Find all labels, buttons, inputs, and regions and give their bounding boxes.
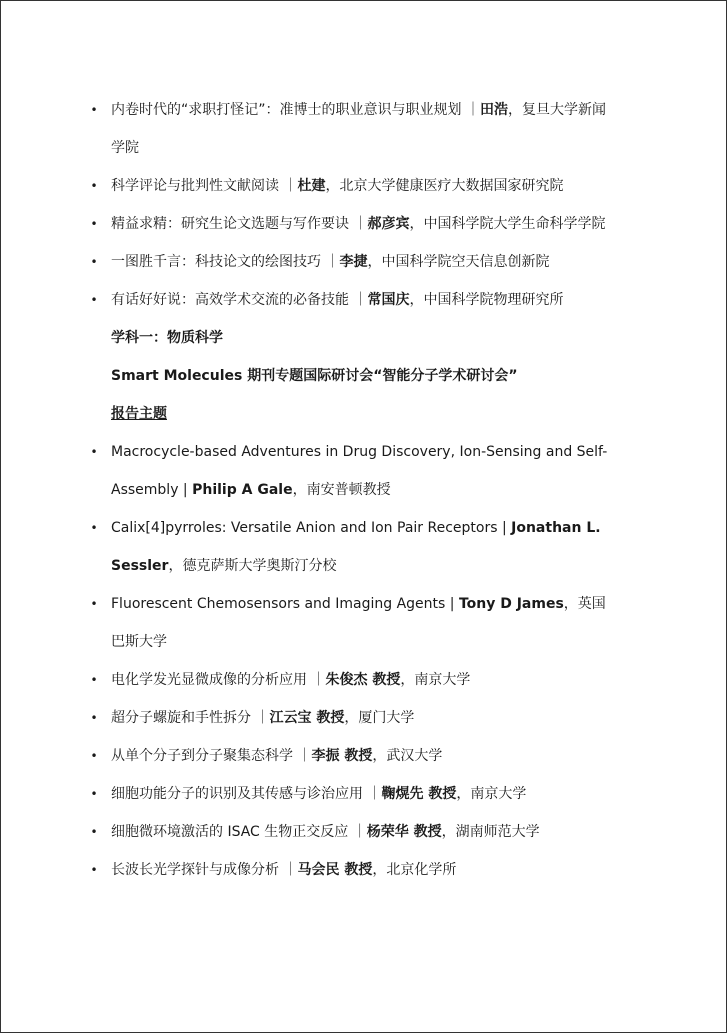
list-item (89, 243, 619, 281)
speaker-name: Jonathan L. Sessler (111, 520, 601, 574)
topic-heading (89, 395, 619, 433)
bullet-icon: • (90, 825, 98, 839)
topic-heading-text: 报告主题 (111, 406, 167, 422)
bullet-icon: • (90, 863, 98, 877)
speaker-affiliation: ，厦门大学 (344, 710, 415, 726)
item-title: 长波长光学探针与成像分析 ｜ (111, 862, 298, 878)
list-item (89, 775, 619, 813)
bullet-icon: • (90, 217, 98, 231)
bullet-icon: • (90, 711, 98, 725)
list-item (89, 281, 619, 319)
speaker-name: 李振 教授 (311, 748, 373, 764)
item-title: 精益求精：研究生论文选题与写作要诀 ｜ (111, 216, 368, 232)
list-item (89, 91, 619, 167)
item-title: 一图胜千言：科技论文的绘图技巧 ｜ (111, 254, 340, 270)
item-title: 电化学发光显微成像的分析应用 ｜ (111, 672, 326, 688)
speaker-name: 杜建 (297, 178, 326, 194)
speaker-affiliation: ，北京化学所 (372, 862, 457, 878)
training-list (89, 91, 619, 319)
item-title: 科学评论与批判性文献阅读 ｜ (111, 178, 298, 194)
speaker-affiliation: ，中国科学院物理研究所 (409, 292, 564, 308)
list-item (89, 509, 619, 585)
speaker-affiliation: ，南安普顿教授 (292, 482, 391, 498)
list-item (89, 699, 619, 737)
speaker-affiliation: ，中国科学院空天信息创新院 (367, 254, 550, 270)
list-item (89, 433, 619, 509)
bullet-icon: • (90, 445, 98, 459)
section-title: 学科一：物质科学 (111, 330, 223, 346)
speaker-affiliation: ，湖南师范大学 (441, 824, 540, 840)
speaker-name: 田浩 (479, 102, 508, 118)
bullet-icon: • (90, 673, 98, 687)
speaker-name: Philip A Gale (192, 482, 293, 498)
speaker-name: Tony D James (458, 596, 564, 612)
item-title: 有话好好说：高效学术交流的必备技能 ｜ (111, 292, 368, 308)
speaker-name: 江云宝 教授 (269, 710, 345, 726)
speaker-name: 鞠熀先 教授 (381, 786, 457, 802)
speaker-affiliation: ，德克萨斯大学奥斯汀分校 (168, 558, 337, 574)
speaker-affiliation: ，中国科学院大学生命科学学院 (409, 216, 606, 232)
list-item (89, 585, 619, 661)
speaker-name: 朱俊杰 教授 (325, 672, 401, 688)
bullet-icon: • (90, 749, 98, 763)
speaker-name: 郝彦宾 (367, 216, 410, 232)
list-item (89, 813, 619, 851)
item-title: Calix[4]pyrroles: Versatile Anion and Ion Pair Receptors | (111, 520, 512, 536)
speaker-affiliation: ，武汉大学 (372, 748, 443, 764)
bullet-icon: • (90, 787, 98, 801)
speaker-name: 杨荣华 教授 (366, 824, 442, 840)
report-topic-list (89, 433, 619, 889)
subsection-title: Smart Molecules 期刊专题国际研讨会“智能分子学术研讨会” (111, 368, 518, 384)
item-title: 细胞功能分子的识别及其传感与诊治应用 ｜ (111, 786, 382, 802)
item-title: 细胞微环境激活的 ISAC 生物正交反应 ｜ (111, 824, 367, 840)
list-item (89, 205, 619, 243)
list-item (89, 661, 619, 699)
speaker-name: 马会民 教授 (297, 862, 373, 878)
speaker-affiliation: ，北京大学健康医疗大数据国家研究院 (325, 178, 564, 194)
speaker-name: 常国庆 (367, 292, 410, 308)
item-title: Macrocycle-based Adventures in Drug Discovery, Ion-Sensing and Self-Assembly | (111, 444, 608, 498)
speaker-affiliation: ，南京大学 (456, 786, 527, 802)
speaker-affiliation: ，复旦大学新闻学院 (111, 102, 606, 156)
bullet-icon: • (90, 521, 98, 535)
speaker-affiliation: ，南京大学 (400, 672, 471, 688)
bullet-icon: • (90, 103, 98, 117)
item-title: 超分子螺旋和手性拆分 ｜ (111, 710, 270, 726)
speaker-affiliation: ，英国巴斯大学 (111, 596, 606, 650)
bullet-icon: • (90, 179, 98, 193)
speaker-name: 李捷 (339, 254, 368, 270)
list-item (89, 167, 619, 205)
document-content (89, 91, 619, 889)
bullet-icon: • (90, 597, 98, 611)
item-title: Fluorescent Chemosensors and Imaging Agents | (111, 596, 459, 612)
bullet-icon: • (90, 293, 98, 307)
list-item (89, 737, 619, 775)
list-item (89, 851, 619, 889)
item-title: 内卷时代的“求职打怪记”：准博士的职业意识与职业规划 ｜ (111, 102, 480, 118)
item-title: 从单个分子到分子聚集态科学 ｜ (111, 748, 312, 764)
bullet-icon: • (90, 255, 98, 269)
